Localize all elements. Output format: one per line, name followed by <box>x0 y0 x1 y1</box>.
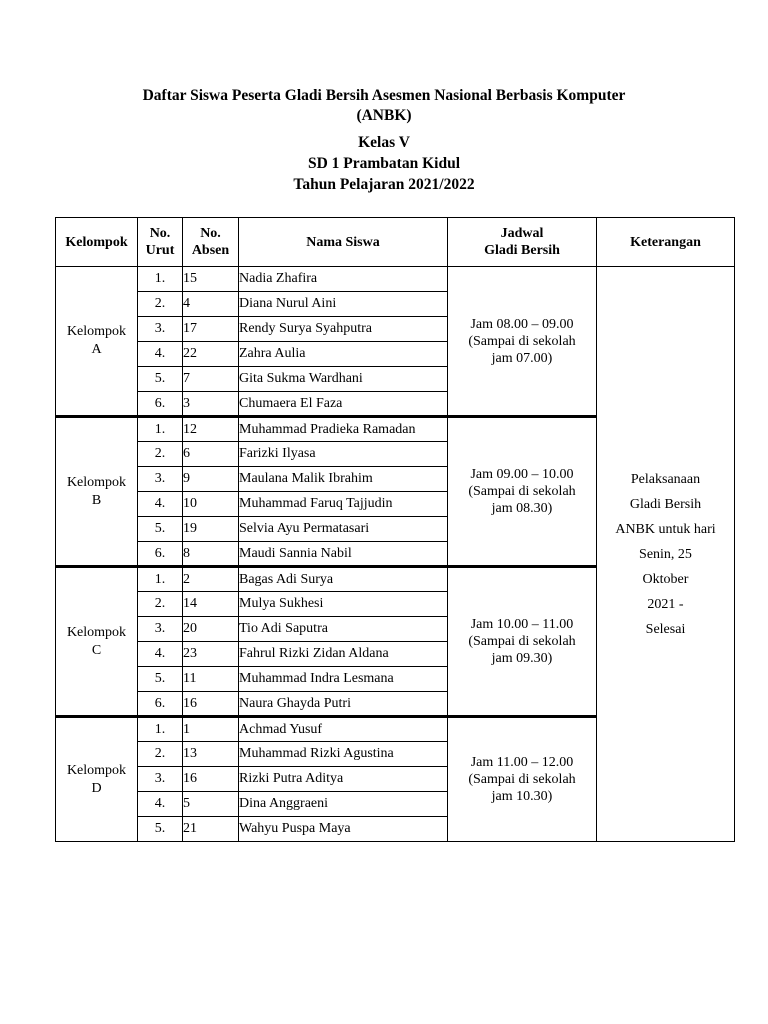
schedule-line: (Sampai di sekolah <box>468 772 576 787</box>
no-urut-cell: 3. <box>138 767 183 792</box>
group-name-line: A <box>91 342 102 357</box>
table-body <box>56 267 735 842</box>
no-urut-cell: 4. <box>138 342 183 367</box>
no-urut-cell: 2. <box>138 292 183 317</box>
schedule-line: (Sampai di sekolah <box>468 484 576 499</box>
schedule-cell <box>448 567 597 717</box>
no-absen-cell: 4 <box>183 292 239 317</box>
group-name-line: Kelompok <box>66 474 127 490</box>
no-urut-cell: 6. <box>138 692 183 717</box>
student-name-cell: Naura Ghayda Putri <box>239 692 448 717</box>
keterangan-line: Gladi Bersih <box>629 496 702 512</box>
student-name-cell: Nadia Zhafira <box>239 267 448 292</box>
no-urut-cell: 5. <box>138 817 183 842</box>
student-name-cell: Muhammad Rizki Agustina <box>239 742 448 767</box>
header-jadwal-line1: Jadwal <box>500 226 544 241</box>
student-name-cell: Rizki Putra Aditya <box>239 767 448 792</box>
keterangan-line: Senin, 25 <box>639 546 692 562</box>
no-absen-cell: 14 <box>183 592 239 617</box>
class-label: Kelas V <box>358 134 410 151</box>
table-header-row <box>56 218 735 267</box>
schedule-line: jam 07.00) <box>491 350 553 366</box>
schedule-line: (Sampai di sekolah <box>468 634 576 649</box>
header-no-absen-line2: Absen <box>191 243 230 258</box>
no-absen-cell: 17 <box>183 317 239 342</box>
no-absen-cell: 2 <box>183 567 239 592</box>
no-urut-cell: 3. <box>138 467 183 492</box>
schedule-line: Jam 11.00 – 12.00 <box>470 755 574 770</box>
schedule-cell <box>448 417 597 567</box>
keterangan-cell <box>597 267 735 842</box>
no-urut-cell: 1. <box>138 717 183 742</box>
student-name-cell: Wahyu Puspa Maya <box>239 817 448 842</box>
group-name-cell <box>56 567 138 717</box>
no-urut-cell: 3. <box>138 617 183 642</box>
header-no-absen <box>183 218 239 267</box>
school-name: SD 1 Prambatan Kidul <box>307 155 460 172</box>
no-absen-cell: 3 <box>183 392 239 417</box>
student-name-cell: Muhammad Indra Lesmana <box>239 667 448 692</box>
no-urut-cell: 2. <box>138 442 183 467</box>
no-absen-cell: 6 <box>183 442 239 467</box>
student-name-cell: Farizki Ilyasa <box>239 442 448 467</box>
no-absen-cell: 7 <box>183 367 239 392</box>
document-title-cont: (ANBK) <box>356 107 412 124</box>
header-no-urut <box>138 218 183 267</box>
no-absen-cell: 16 <box>183 692 239 717</box>
no-urut-cell: 3. <box>138 317 183 342</box>
header-no-absen-line1: No. <box>200 226 221 241</box>
no-absen-cell: 20 <box>183 617 239 642</box>
no-urut-cell: 4. <box>138 792 183 817</box>
student-name-cell: Rendy Surya Syahputra <box>239 317 448 342</box>
no-urut-cell: 5. <box>138 517 183 542</box>
group-name-line: B <box>91 492 102 508</box>
student-name-cell: Fahrul Rizki Zidan Aldana <box>239 642 448 667</box>
no-urut-cell: 2. <box>138 592 183 617</box>
schedule-line: (Sampai di sekolah <box>468 333 576 349</box>
no-urut-cell: 1. <box>138 417 183 442</box>
schedule-line: Jam 09.00 – 10.00 <box>470 467 574 482</box>
student-name-cell: Selvia Ayu Permatasari <box>239 517 448 542</box>
student-name-cell: Maulana Malik Ibrahim <box>239 467 448 492</box>
schedule-cell <box>448 267 597 417</box>
group-name-line: C <box>91 642 102 658</box>
no-urut-cell: 5. <box>138 667 183 692</box>
student-name-cell: Dina Anggraeni <box>239 792 448 817</box>
no-urut-cell: 1. <box>138 567 183 592</box>
student-name-cell: Gita Sukma Wardhani <box>239 367 448 392</box>
schedule-line: jam 10.30) <box>491 789 553 804</box>
student-name-cell: Mulya Sukhesi <box>239 592 448 617</box>
no-urut-cell: 4. <box>138 642 183 667</box>
header-jadwal-line2: Gladi Bersih <box>484 243 560 258</box>
header-keterangan: Keterangan <box>597 218 735 267</box>
table-row <box>56 267 735 292</box>
group-name-line: D <box>91 780 102 796</box>
student-name-cell: Tio Adi Saputra <box>239 617 448 642</box>
student-name-cell: Chumaera El Faza <box>239 392 448 417</box>
no-absen-cell: 13 <box>183 742 239 767</box>
schedule-line: jam 08.30) <box>491 501 553 516</box>
no-urut-cell: 6. <box>138 542 183 567</box>
no-absen-cell: 5 <box>183 792 239 817</box>
no-absen-cell: 12 <box>183 417 239 442</box>
header-kelompok: Kelompok <box>56 218 138 267</box>
no-absen-cell: 15 <box>183 267 239 292</box>
no-absen-cell: 21 <box>183 817 239 842</box>
student-name-cell: Muhammad Faruq Tajjudin <box>239 492 448 517</box>
no-absen-cell: 23 <box>183 642 239 667</box>
header-no-urut-line2: Urut <box>145 243 175 258</box>
schedule-cell <box>448 717 597 842</box>
group-name-line: Kelompok <box>66 624 127 640</box>
group-name-line: Kelompok <box>66 762 127 778</box>
student-name-cell: Bagas Adi Surya <box>239 567 448 592</box>
student-roster-table <box>55 217 735 842</box>
no-absen-cell: 8 <box>183 542 239 567</box>
class-line <box>0 132 768 195</box>
keterangan-line: ANBK untuk hari <box>615 521 716 537</box>
group-name-cell <box>56 267 138 417</box>
student-name-cell: Achmad Yusuf <box>239 717 448 742</box>
no-absen-cell: 11 <box>183 667 239 692</box>
no-urut-cell: 1. <box>138 267 183 292</box>
no-absen-cell: 9 <box>183 467 239 492</box>
header-jadwal <box>448 218 597 267</box>
student-name-cell: Zahra Aulia <box>239 342 448 367</box>
no-absen-cell: 16 <box>183 767 239 792</box>
student-name-cell: Diana Nurul Aini <box>239 292 448 317</box>
schedule-line: Jam 10.00 – 11.00 <box>470 617 574 632</box>
document-title: Daftar Siswa Peserta Gladi Bersih Asesmen Nasional Berbasis Komputer <box>142 87 626 104</box>
no-urut-cell: 4. <box>138 492 183 517</box>
header-nama-siswa: Nama Siswa <box>239 218 448 267</box>
group-name-cell <box>56 417 138 567</box>
schedule-line: Jam 08.00 – 09.00 <box>470 316 574 332</box>
no-absen-cell: 22 <box>183 342 239 367</box>
no-absen-cell: 19 <box>183 517 239 542</box>
school-year: Tahun Pelajaran 2021/2022 <box>293 176 475 193</box>
group-name-line: Kelompok <box>66 324 127 339</box>
keterangan-line: 2021 - <box>647 596 684 612</box>
no-urut-cell: 2. <box>138 742 183 767</box>
no-absen-cell: 1 <box>183 717 239 742</box>
schedule-line: jam 09.30) <box>491 651 553 666</box>
group-name-cell <box>56 717 138 842</box>
no-urut-cell: 5. <box>138 367 183 392</box>
keterangan-line: Selesai <box>645 621 686 637</box>
student-name-cell: Muhammad Pradieka Ramadan <box>239 417 448 442</box>
no-absen-cell: 10 <box>183 492 239 517</box>
document-header <box>0 86 768 195</box>
header-no-urut-line1: No. <box>149 226 171 241</box>
keterangan-line: Oktober <box>642 571 689 587</box>
keterangan-line: Pelaksanaan <box>630 471 701 487</box>
student-name-cell: Maudi Sannia Nabil <box>239 542 448 567</box>
no-urut-cell: 6. <box>138 392 183 417</box>
